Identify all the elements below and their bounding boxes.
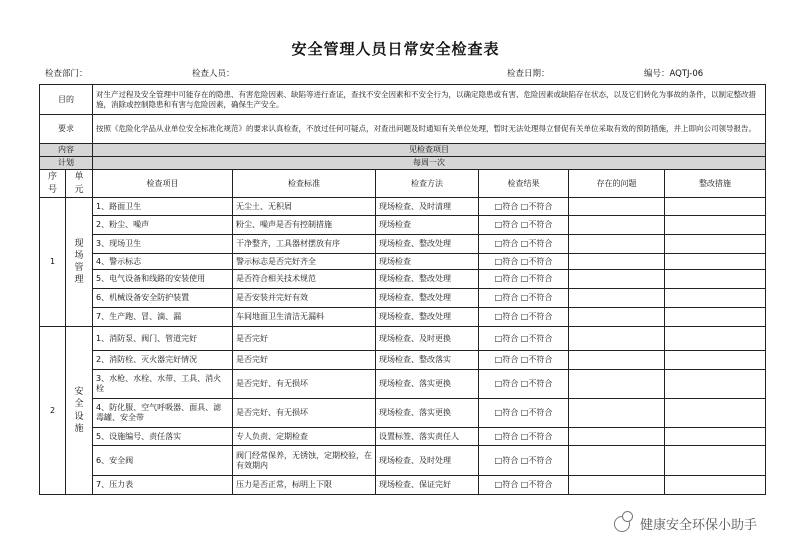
plan-label: 计划 xyxy=(40,157,93,170)
table-row xyxy=(40,198,766,216)
header-rectify: 整改措施 xyxy=(665,170,766,198)
issues-cell[interactable] xyxy=(569,270,665,289)
requirement-text: 按照《危险化学品从业单位安全标准化规范》的要求认真检查，不放过任何可疑点，对查出问题及时通知有关单位处理，暂时无法处理得立督促有关单位采取有效的预防措施，并上即向公司领导报告。 xyxy=(93,115,766,144)
check-item: 4、警示标志 xyxy=(93,254,233,270)
check-item: 3、现场卫生 xyxy=(93,235,233,254)
check-item: 5、电气设备和线路的安装使用 xyxy=(93,270,233,289)
table-row xyxy=(40,428,766,446)
table-row xyxy=(40,308,766,327)
content-value: 见检查项目 xyxy=(93,144,766,157)
rectify-cell[interactable] xyxy=(665,370,766,399)
check-method: 现场检查、及时处理 xyxy=(376,446,479,476)
check-method: 现场检查、及时更换 xyxy=(376,327,479,351)
check-method: 现场检查、整改处理 xyxy=(376,289,479,308)
check-result[interactable]: □符合 □不符合 xyxy=(479,289,569,308)
table-row xyxy=(40,216,766,235)
header-result: 检查结果 xyxy=(479,170,569,198)
header-seq: 序号 xyxy=(40,170,66,198)
header-issues: 存在的问题 xyxy=(569,170,665,198)
table-row xyxy=(40,327,766,351)
check-standard: 无尘土、无积屑 xyxy=(233,198,376,216)
issues-cell[interactable] xyxy=(569,308,665,327)
check-result[interactable]: □符合 □不符合 xyxy=(479,308,569,327)
header-method: 检查方法 xyxy=(376,170,479,198)
rectify-cell[interactable] xyxy=(665,289,766,308)
check-item: 2、粉尘、噪声 xyxy=(93,216,233,235)
requirement-row xyxy=(40,115,766,144)
rectify-cell[interactable] xyxy=(665,270,766,289)
check-item: 5、设施编号、责任落实 xyxy=(93,428,233,446)
check-standard: 是否完好、有无损坏 xyxy=(233,399,376,428)
table-row xyxy=(40,399,766,428)
check-result[interactable]: □符合 □不符合 xyxy=(479,428,569,446)
table-header-row xyxy=(40,170,766,198)
rectify-cell[interactable] xyxy=(665,428,766,446)
rectify-cell[interactable] xyxy=(665,327,766,351)
issues-cell[interactable] xyxy=(569,351,665,370)
page-title: 安全管理人员日常安全检查表 xyxy=(291,40,500,58)
group-unit: 现场管理 xyxy=(66,198,93,327)
check-item: 3、水枪、水栓、水带、工具、消火栓 xyxy=(93,370,233,399)
check-method: 现场检查、整改处理 xyxy=(376,235,479,254)
header-item: 检查项目 xyxy=(93,170,233,198)
check-standard: 是否安装并完好有效 xyxy=(233,289,376,308)
issues-cell[interactable] xyxy=(569,428,665,446)
issues-cell[interactable] xyxy=(569,198,665,216)
issues-cell[interactable] xyxy=(569,216,665,235)
table-row xyxy=(40,351,766,370)
rectify-cell[interactable] xyxy=(665,399,766,428)
check-method: 现场检查、及时清理 xyxy=(376,198,479,216)
check-method: 现场检查、保证完好 xyxy=(376,476,479,495)
table-row xyxy=(40,270,766,289)
issues-cell[interactable] xyxy=(569,446,665,476)
check-standard: 专人负责、定期检查 xyxy=(233,428,376,446)
check-item: 6、安全阀 xyxy=(93,446,233,476)
issues-cell[interactable] xyxy=(569,476,665,495)
check-item: 1、消防泵、阀门、管道完好 xyxy=(93,327,233,351)
table-row xyxy=(40,476,766,495)
header-standard: 检查标准 xyxy=(233,170,376,198)
header-unit: 单元 xyxy=(66,170,93,198)
wechat-icon xyxy=(614,516,630,532)
rectify-cell[interactable] xyxy=(665,351,766,370)
check-method: 现场检查、整改处理 xyxy=(376,308,479,327)
check-result[interactable]: □符合 □不符合 xyxy=(479,399,569,428)
check-result[interactable]: □符合 □不符合 xyxy=(479,370,569,399)
requirement-label: 要求 xyxy=(40,115,93,144)
check-standard: 车间地面卫生清洁无漏料 xyxy=(233,308,376,327)
inspector-label: 检查人员： xyxy=(192,69,235,79)
check-item: 4、防化服、空气呼吸器、面具、滤毒罐、安全带 xyxy=(93,399,233,428)
check-method: 现场检查 xyxy=(376,216,479,235)
check-result[interactable]: □符合 □不符合 xyxy=(479,198,569,216)
check-standard: 压力是否正常，标明上下限 xyxy=(233,476,376,495)
check-result[interactable]: □符合 □不符合 xyxy=(479,476,569,495)
issues-cell[interactable] xyxy=(569,254,665,270)
issues-cell[interactable] xyxy=(569,399,665,428)
check-method: 现场检查、落实更换 xyxy=(376,399,479,428)
check-method: 现场检查、落实更换 xyxy=(376,370,479,399)
inspection-department-label: 检查部门： xyxy=(45,69,88,79)
check-standard: 是否符合相关技术规范 xyxy=(233,270,376,289)
purpose-label: 目的 xyxy=(40,85,93,115)
rectify-cell[interactable] xyxy=(665,254,766,270)
check-result[interactable]: □符合 □不符合 xyxy=(479,351,569,370)
check-item: 1、路面卫生 xyxy=(93,198,233,216)
table-row xyxy=(40,235,766,254)
check-standard: 干净整齐，工具器材摆放有序 xyxy=(233,235,376,254)
inspection-table xyxy=(39,84,766,495)
table-row xyxy=(40,289,766,308)
check-standard: 粉尘、噪声是否有控制措施 xyxy=(233,216,376,235)
check-standard: 是否完好 xyxy=(233,351,376,370)
check-item: 7、压力表 xyxy=(93,476,233,495)
plan-value: 每周一次 xyxy=(93,157,766,170)
purpose-text: 对生产过程及安全管理中可能存在的隐患、有害危险因素、缺陷等进行查证，查找不安全因素和不安全行为，以确定隐患或有害、危险因素或缺陷存在状态，以及它们转化为事故的条件，以制定整改措施，消除或控制隐患和有害与危险因素，确保生产安全。 xyxy=(93,85,766,115)
check-result[interactable]: □符合 □不符合 xyxy=(479,235,569,254)
group-seq: 2 xyxy=(40,327,66,495)
issues-cell[interactable] xyxy=(569,370,665,399)
group-unit: 安全设施 xyxy=(66,327,93,495)
check-standard: 是否完好 xyxy=(233,327,376,351)
issues-cell[interactable] xyxy=(569,235,665,254)
check-method: 设置标签、落实责任人 xyxy=(376,428,479,446)
check-method: 现场检查、整改落实 xyxy=(376,351,479,370)
inspection-date-label: 检查日期： xyxy=(507,69,550,79)
purpose-row xyxy=(40,85,766,115)
rectify-cell[interactable] xyxy=(665,446,766,476)
content-row xyxy=(40,144,766,157)
check-result[interactable]: □符合 □不符合 xyxy=(479,270,569,289)
content-label: 内容 xyxy=(40,144,93,157)
group-seq: 1 xyxy=(40,198,66,327)
rectify-cell[interactable] xyxy=(665,216,766,235)
check-standard: 阀门经常保养，无锈蚀，定期校验，在有效期内 xyxy=(233,446,376,476)
watermark xyxy=(614,514,757,533)
check-standard: 是否完好、有无损坏 xyxy=(233,370,376,399)
check-standard: 警示标志是否完好齐全 xyxy=(233,254,376,270)
rectify-cell[interactable] xyxy=(665,308,766,327)
check-item: 2、消防栓、灭火器完好情况 xyxy=(93,351,233,370)
rectify-cell[interactable] xyxy=(665,235,766,254)
check-result[interactable]: □符合 □不符合 xyxy=(479,254,569,270)
table-row xyxy=(40,254,766,270)
issues-cell[interactable] xyxy=(569,289,665,308)
check-method: 现场检查 xyxy=(376,254,479,270)
check-result[interactable]: □符合 □不符合 xyxy=(479,327,569,351)
rectify-cell[interactable] xyxy=(665,476,766,495)
table-row xyxy=(40,446,766,476)
watermark-text: 健康安全环保小助手 xyxy=(639,518,757,533)
check-result[interactable]: □符合 □不符合 xyxy=(479,216,569,235)
form-code: 编号：AQTJ-06 xyxy=(644,69,704,79)
issues-cell[interactable] xyxy=(569,327,665,351)
plan-row xyxy=(40,157,766,170)
check-method: 现场检查、整改处理 xyxy=(376,270,479,289)
check-item: 6、机械设备安全防护装置 xyxy=(93,289,233,308)
table-row xyxy=(40,370,766,399)
rectify-cell[interactable] xyxy=(665,198,766,216)
check-item: 7、生产跑、冒、滴、漏 xyxy=(93,308,233,327)
check-result[interactable]: □符合 □不符合 xyxy=(479,446,569,476)
